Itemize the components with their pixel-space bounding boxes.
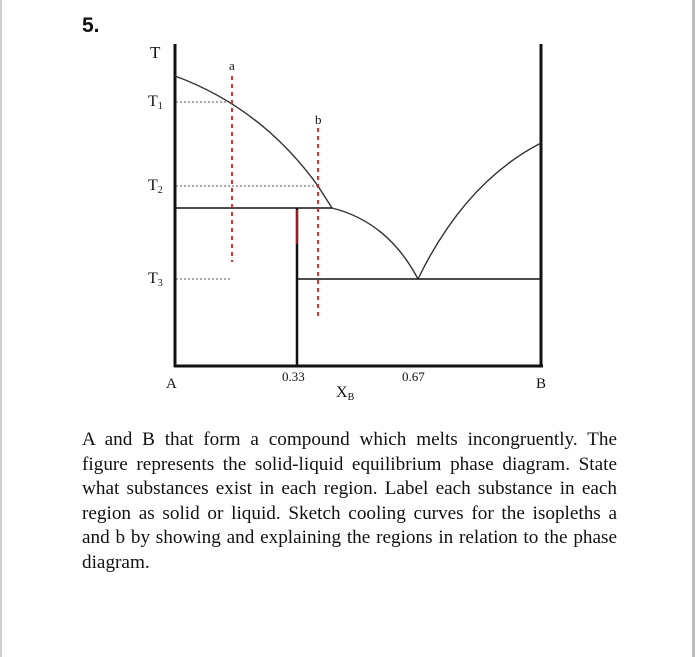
isopleth-a-label: a bbox=[229, 58, 235, 73]
liquidus-eutectic-curve bbox=[332, 208, 418, 279]
liquidus-a-curve bbox=[175, 76, 332, 208]
x-axis-label: XB bbox=[336, 384, 355, 403]
component-b-label: B bbox=[536, 376, 547, 392]
question-text: A and B that form a compound which melts incongruently. The figure represents the solid-liquid equilibrium phase diagram. State what substances exist in each region. Label each substance in each region as solid or liquid. Sketch cooling curves for the isopleths a and b by showing and explaining the regions in relation to the phase diagram. bbox=[82, 429, 617, 573]
x-tick-033: 0.33 bbox=[282, 369, 305, 384]
question-number: 5. bbox=[82, 14, 100, 37]
isopleth-b-label: b bbox=[315, 112, 322, 127]
x-tick-067: 0.67 bbox=[402, 369, 425, 384]
t1-label: T1 bbox=[148, 93, 163, 112]
t3-label: T3 bbox=[148, 270, 163, 289]
t2-label: T2 bbox=[148, 177, 163, 196]
t-axis-label: T bbox=[150, 43, 161, 62]
component-a-label: A bbox=[166, 376, 177, 392]
liquidus-b-curve bbox=[418, 143, 541, 279]
